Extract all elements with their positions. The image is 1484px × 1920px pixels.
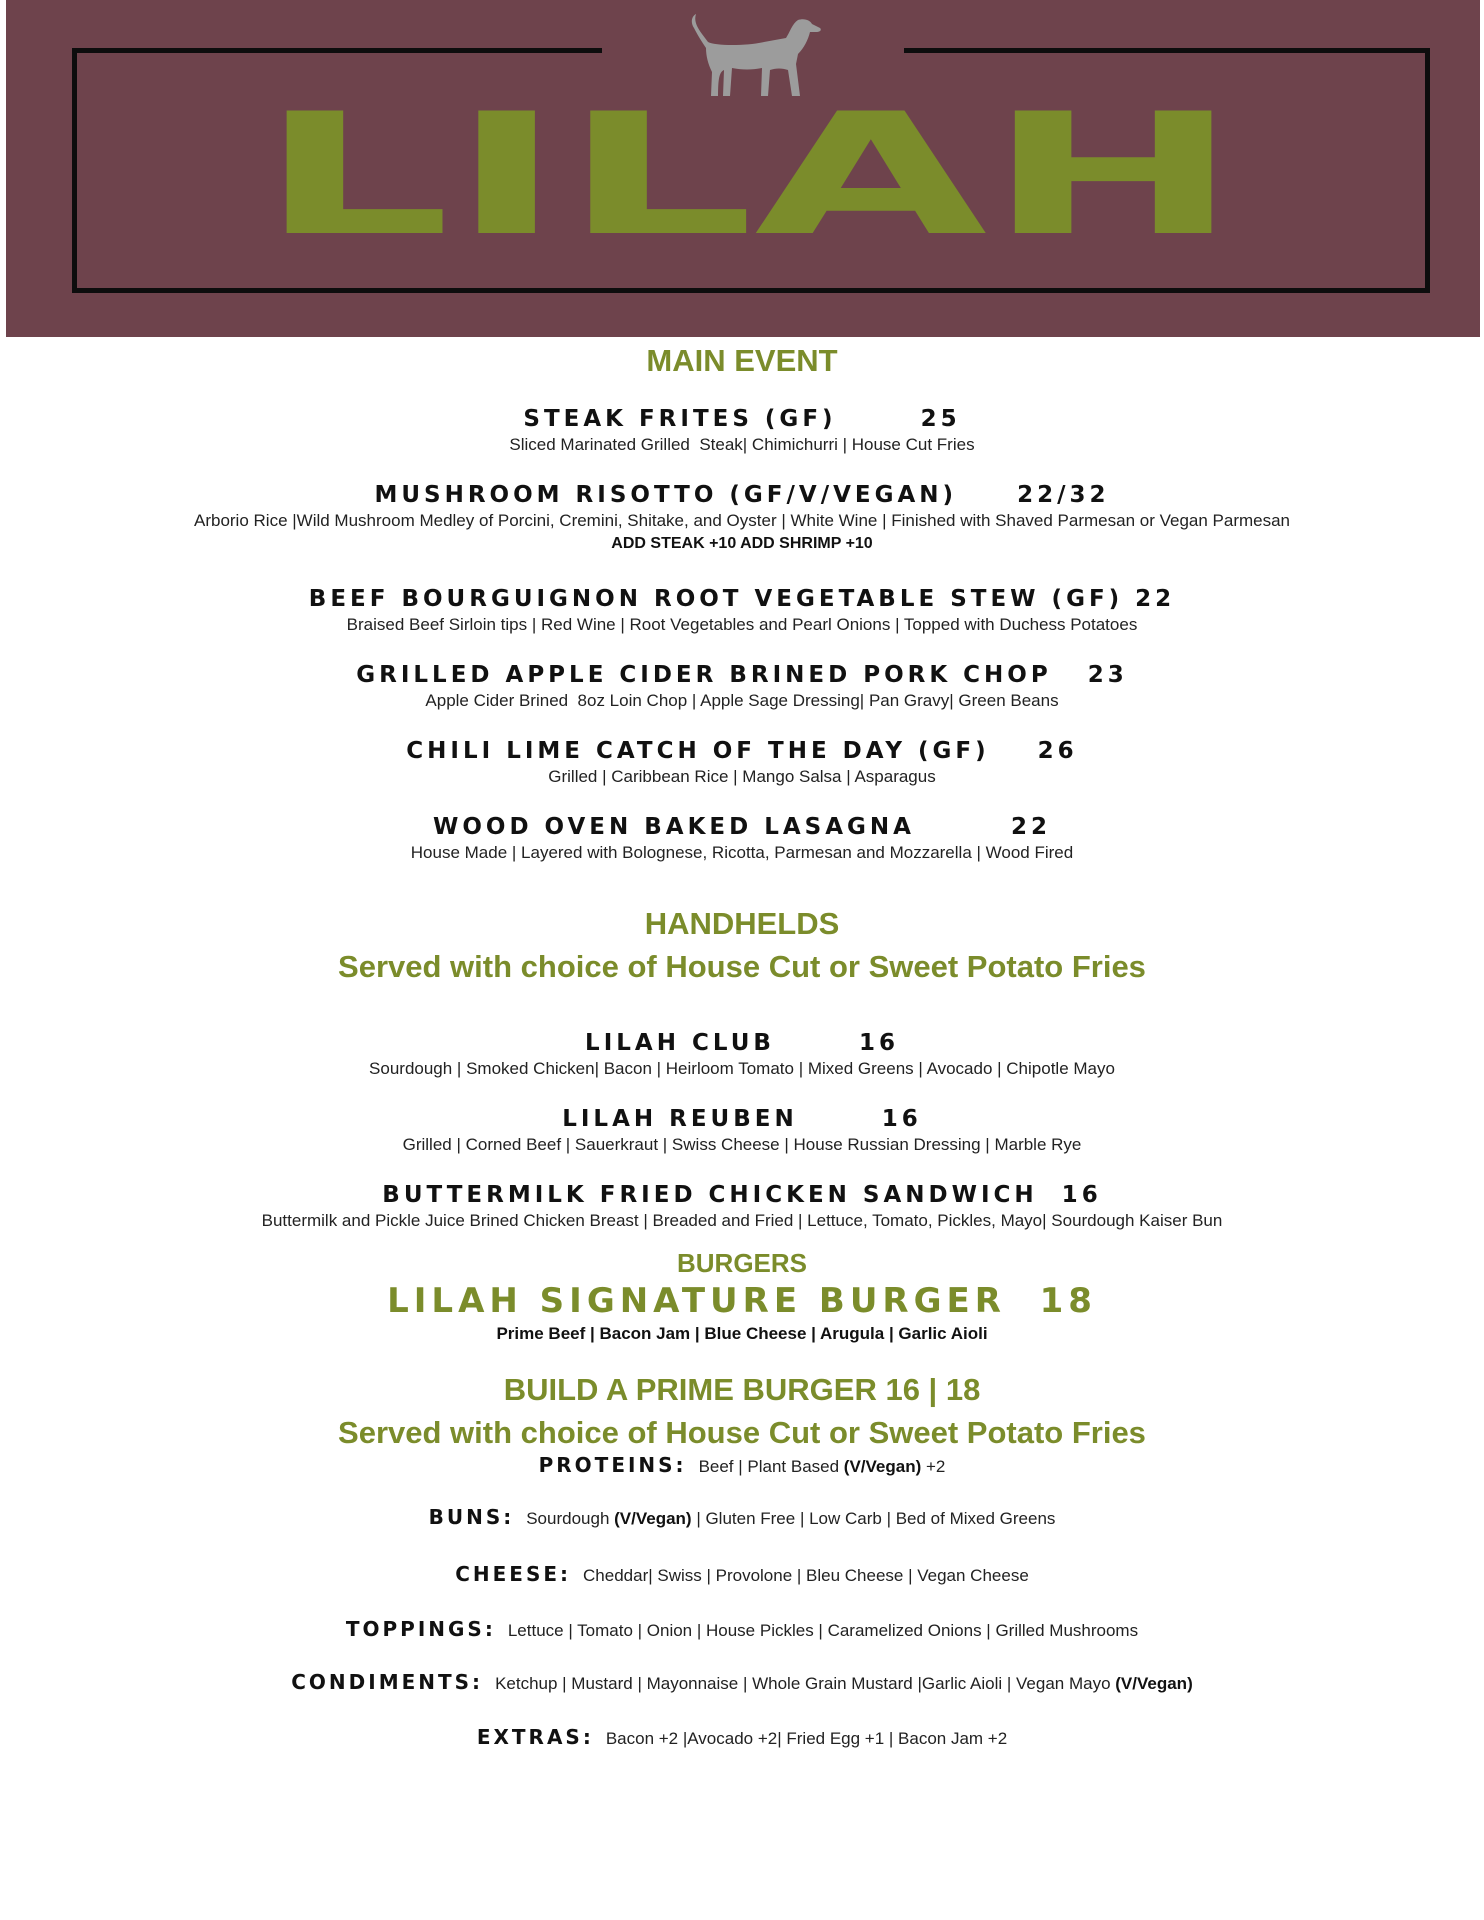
menu-item-desc: Sliced Marinated Grilled Steak| Chimichurri | House Cut Fries <box>509 435 975 454</box>
logo-text: LILAH <box>259 95 1239 245</box>
option-label: BUNS: <box>428 1505 515 1529</box>
menu-header <box>6 0 1480 337</box>
section-subtitle-handhelds: Served with choice of House Cut or Sweet Potato Fries <box>338 949 1146 984</box>
option-row-extras <box>0 1725 1484 1749</box>
lilah-logo <box>254 95 1244 245</box>
menu-item-desc: Braised Beef Sirloin tips | Red Wine | Root Vegetables and Pearl Onions | Topped with Duchess Potatoes <box>346 615 1138 634</box>
option-text: Ketchup | Mustard | Mayonnaise | Whole Grain Mustard |Garlic Aioli | Vegan Mayo <box>495 1674 1116 1693</box>
menu-item-desc: House Made | Layered with Bolognese, Ricotta, Parmesan and Mozzarella | Wood Fired <box>410 843 1074 862</box>
menu-item-name: MUSHROOM RISOTTO (GF/V/VEGAN) 22/32 <box>374 482 1110 508</box>
option-row-proteins <box>0 1453 1484 1477</box>
menu-item-name: STEAK FRITES (GF) 25 <box>523 406 961 432</box>
frame-right <box>1425 48 1430 293</box>
section-title-handhelds: HANDHELDS <box>644 906 840 941</box>
option-text: Beef | Plant Based <box>698 1457 844 1476</box>
frame-top-left <box>72 48 602 53</box>
menu-item-desc: Grilled | Caribbean Rice | Mango Salsa | Asparagus <box>548 767 936 786</box>
option-label: PROTEINS: <box>538 1453 687 1477</box>
option-tag: (V/Vegan) <box>1115 1674 1193 1693</box>
menu-item-name: BUTTERMILK FRIED CHICKEN SANDWICH 16 <box>382 1182 1102 1208</box>
option-tag: (V/Vegan) <box>614 1509 692 1528</box>
signature-burger-name: LILAH SIGNATURE BURGER 18 <box>387 1281 1097 1321</box>
frame-bottom <box>72 288 1430 293</box>
menu-item-name: GRILLED APPLE CIDER BRINED PORK CHOP 23 <box>356 662 1128 688</box>
menu-item-desc: Grilled | Corned Beef | Sauerkraut | Swiss Cheese | House Russian Dressing | Marble Rye <box>402 1135 1082 1154</box>
frame-top-right <box>904 48 1430 53</box>
dog-icon <box>686 12 836 102</box>
menu-item-name: WOOD OVEN BAKED LASAGNA 22 <box>432 814 1052 840</box>
section-title-burgers: BURGERS <box>676 1248 807 1278</box>
section-title-build-burger: BUILD A PRIME BURGER 16 | 18 <box>503 1372 981 1407</box>
section-subtitle-build-burger: Served with choice of House Cut or Sweet Potato Fries <box>338 1415 1146 1450</box>
option-tag: (V/Vegan) <box>843 1457 922 1476</box>
option-label: CONDIMENTS: <box>291 1670 484 1694</box>
option-label: TOPPINGS: <box>345 1617 496 1641</box>
menu-item-name: BEEF BOURGUIGNON ROOT VEGETABLE STEW (GF) 22 <box>308 586 1176 612</box>
option-label: EXTRAS: <box>476 1725 594 1749</box>
option-label: CHEESE: <box>455 1562 572 1586</box>
menu-item-desc: Sourdough | Smoked Chicken| Bacon | Heirloom Tomato | Mixed Greens | Avocado | Chipotle Mayo <box>369 1059 1115 1078</box>
menu-item-addon: ADD STEAK +10 ADD SHRIMP +10 <box>611 535 873 552</box>
option-row-cheese <box>0 1562 1484 1586</box>
option-text: | Gluten Free | Low Carb | Bed of Mixed Greens <box>691 1509 1056 1528</box>
menu-item-desc: Buttermilk and Pickle Juice Brined Chicken Breast | Breaded and Fried | Lettuce, Tomato, Pickles, Mayo| Sourdough Kaiser Bun <box>261 1211 1223 1230</box>
menu-item-name: LILAH REUBEN 16 <box>562 1106 922 1132</box>
menu-item-desc: Apple Cider Brined 8oz Loin Chop | Apple Sage Dressing| Pan Gravy| Green Beans <box>425 691 1059 710</box>
option-text: Cheddar| Swiss | Provolone | Bleu Cheese | Vegan Cheese <box>583 1566 1029 1585</box>
option-text: Sourdough <box>526 1509 615 1528</box>
option-text: Lettuce | Tomato | Onion | House Pickles | Caramelized Onions | Grilled Mushrooms <box>507 1621 1139 1640</box>
option-row-condiments <box>0 1670 1484 1694</box>
section-title-main-event: MAIN EVENT <box>646 343 838 378</box>
option-row-toppings <box>0 1617 1484 1641</box>
option-row-buns <box>0 1505 1484 1529</box>
option-text: +2 <box>921 1457 946 1476</box>
menu-item-name: LILAH CLUB 16 <box>585 1030 899 1056</box>
menu-item-desc: Arborio Rice |Wild Mushroom Medley of Porcini, Cremini, Shitake, and Oyster | White Wine | Finished with Shaved Parmesan or Vegan Parmesan <box>193 511 1291 530</box>
menu-item-name: CHILI LIME CATCH OF THE DAY (GF) 26 <box>406 738 1078 764</box>
option-text: Bacon +2 |Avocado +2| Fried Egg +1 | Bacon Jam +2 <box>605 1729 1008 1748</box>
frame-left <box>72 48 77 293</box>
signature-burger-desc: Prime Beef | Bacon Jam | Blue Cheese | Arugula | Garlic Aioli <box>496 1324 988 1343</box>
